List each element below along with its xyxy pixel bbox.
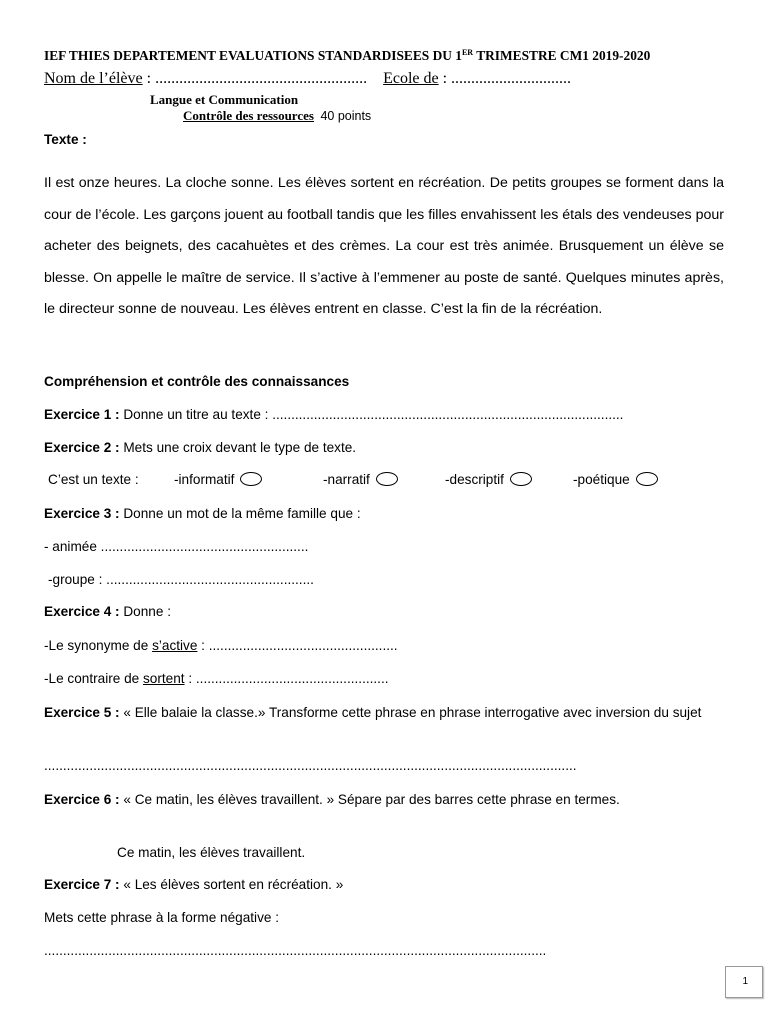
exercise-2: Exercice 2 : Mets une croix devant le type de texte.: [44, 440, 357, 455]
subject-title: Langue et Communication: [150, 92, 299, 107]
exercise-5: Exercice 5 : « Elle balaie la classe.» Transforme cette phrase en phrase interrogative avec inversion du sujet: [44, 705, 702, 720]
exercise-1: Exercice 1 : Donne un titre au texte : .............................................................................................: [44, 407, 624, 422]
checkbox-informatif[interactable]: [240, 472, 262, 486]
exercise-7-instruction: Mets cette phrase à la forme négative :: [44, 910, 279, 925]
exercise-3-line-groupe[interactable]: -groupe : .......................................................: [48, 572, 314, 587]
option-descriptif[interactable]: -descriptif: [445, 472, 532, 487]
nom-label: Nom de l’élève: [44, 70, 143, 87]
exercise-4-contraire[interactable]: -Le contraire de sortent : ...................................................: [44, 671, 389, 686]
option-informatif[interactable]: -informatif: [174, 472, 262, 487]
exercise-4: Exercice 4 : Donne :: [44, 604, 171, 619]
exercise-3: Exercice 3 : Donne un mot de la même famille que :: [44, 506, 361, 521]
exercise-4-synonyme[interactable]: -Le synonyme de s’active : ..................................................: [44, 638, 398, 653]
document-header: IEF THIES DEPARTEMENT EVALUATIONS STANDARDISEES DU 1ER TRIMESTRE CM1 2019-2020: [44, 48, 651, 63]
checkbox-narratif[interactable]: [376, 472, 398, 486]
page-number-box: [725, 966, 763, 998]
exercise-3-line-animee[interactable]: - animée .......................................................: [44, 539, 309, 554]
ecole-label: Ecole de: [383, 70, 439, 87]
exercise-6-sentence[interactable]: Ce matin, les élèves travaillent.: [117, 845, 306, 860]
texte-type-lead: C’est un texte :: [48, 472, 139, 487]
exercise-7: Exercice 7 : « Les élèves sortent en récréation. »: [44, 877, 344, 892]
student-name-line: Nom de l’élève : ..................................................... Ecole de : ..............................: [44, 70, 572, 87]
option-narratif[interactable]: -narratif: [323, 472, 398, 487]
page-number: 1: [742, 976, 748, 987]
points-label: 40 points: [320, 109, 372, 123]
checkbox-poetique[interactable]: [636, 472, 658, 486]
section-title: Contrôle des ressources 40 points: [183, 108, 372, 123]
exercise-6: Exercice 6 : « Ce matin, les élèves travaillent. » Sépare par des barres cette phrase en termes.: [44, 792, 620, 807]
exercise-5-answer-line[interactable]: .............................................................................................................................................: [44, 758, 577, 773]
checkbox-descriptif[interactable]: [510, 472, 532, 486]
texte-label: Texte :: [44, 132, 87, 147]
reading-text: Il est onze heures. La cloche sonne. Les élèves sortent en récréation. De petits groupes se forment dans la cour de l’école. Les garçons jouent au football tandis que les filles envahissent les étals des vendeuses pour acheter des beignets, des cacahuètes et des crèmes. La cour est très animée. Brusquement un élève se blesse. On appelle le maître de service. Il s’active à l’emmener au poste de santé. Quelques minutes après, le directeur sonne de nouveau. Les élèves entrent en classe. C’est la fin de la récréation.: [44, 175, 724, 317]
option-poetique[interactable]: -poétique: [573, 472, 658, 487]
comprehension-title: Compréhension et contrôle des connaissances: [44, 374, 350, 389]
exercise-7-answer-line[interactable]: .....................................................................................................................................: [44, 943, 547, 958]
